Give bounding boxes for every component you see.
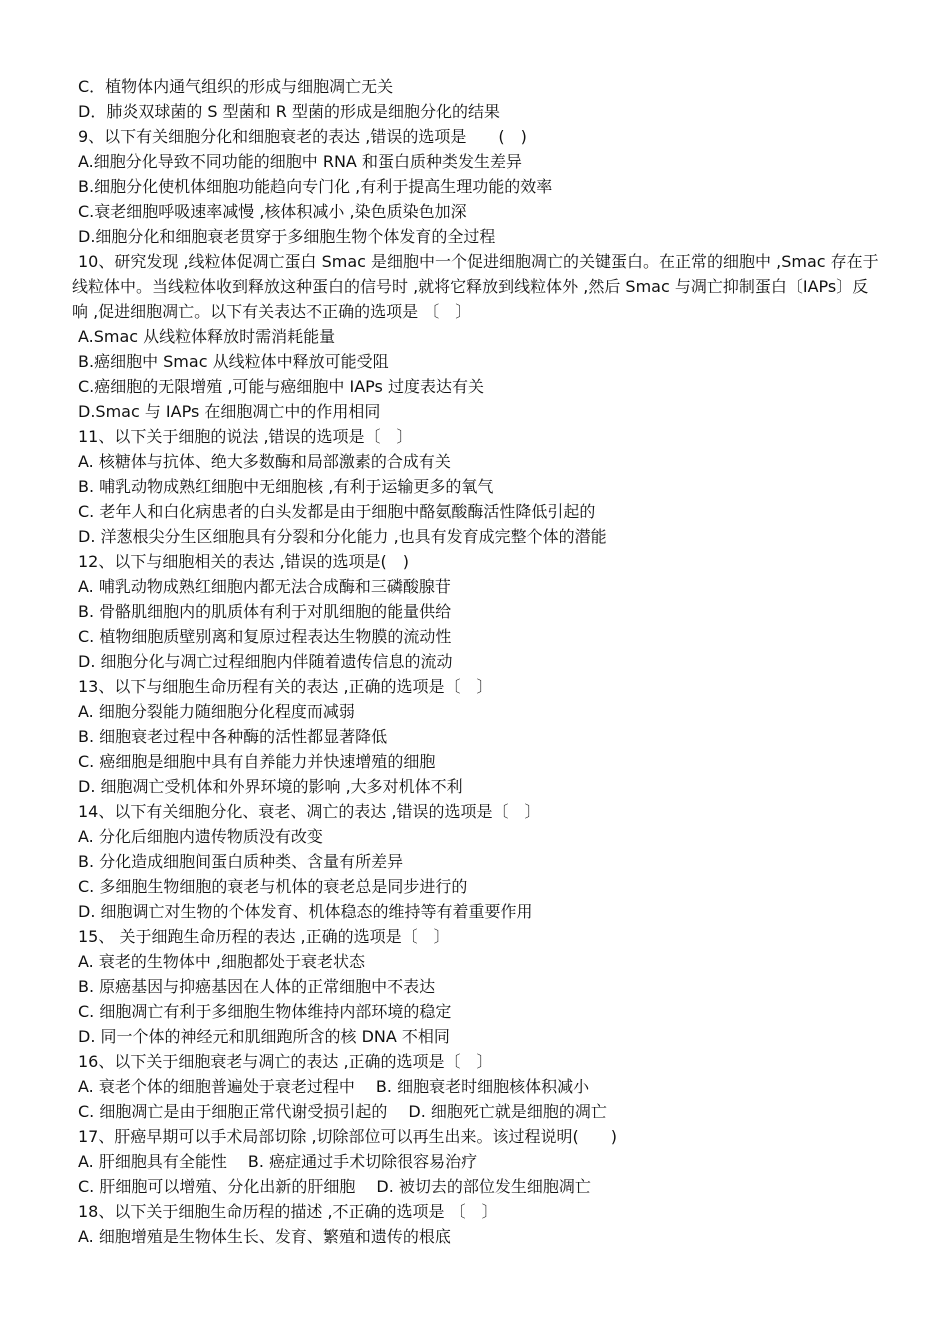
question-15-option-c: C. 细胞凋亡有利于多细胞生物体维持内部环境的稳定 [78, 1002, 452, 1021]
question-17-options-cd: C. 肝细胞可以增殖、分化出新的肝细胞 D. 被切去的部位发生细胞凋亡 [78, 1177, 591, 1196]
question-16-options-ab: A. 衰老个体的细胞普遍处于衰老过程中 B. 细胞衰老时细胞核体积减小 [78, 1077, 590, 1096]
question-9: 9、以下有关细胞分化和细胞衰老的表达 ,错误的选项是 ( ) [78, 127, 527, 146]
question-18: 18、以下关于细胞生命历程的描述 ,不正确的选项是 〔 〕 [78, 1202, 498, 1221]
question-11-option-b: B. 哺乳动物成熟红细胞中无细胞核 ,有利于运输更多的氧气 [78, 477, 494, 496]
question-14-option-d: D. 细胞调亡对生物的个体发育、机体稳态的维持等有着重要作用 [78, 902, 533, 921]
question-15-option-d: D. 同一个体的神经元和肌细跑所含的核 DNA 不相同 [78, 1027, 450, 1046]
question-10: 10、研究发现 ,线粒体促凋亡蛋白 Smac 是细胞中一个促进细胞凋亡的关键蛋白。在正常的细胞中 ,Smac 存在于线粒体中。当线粒体收到释放这种蛋白的信号时 ,就将它释放到线粒体外 ,然后 Smac 与凋亡抑制蛋白〔IAPs〕反响 ,促进细胞凋亡。以下有关表达不正确的选项是 〔 〕 [72, 252, 879, 321]
question-13-option-b: B. 细胞衰老过程中各种酶的活性都显著降低 [78, 727, 388, 746]
question-9-option-b: B.细胞分化使机体细胞功能趋向专门化 ,有利于提高生理功能的效率 [78, 177, 553, 196]
question-15-option-b: B. 原癌基因与抑癌基因在人体的正常细胞中不表达 [78, 977, 436, 996]
question-9-option-c: C.衰老细胞呼吸速率减慢 ,核体积减小 ,染色质染色加深 [78, 202, 467, 221]
question-16: 16、以下关于细胞衰老与凋亡的表达 ,正确的选项是〔 〕 [78, 1052, 493, 1071]
question-12-option-c: C. 植物细胞质壁别离和复原过程表达生物膜的流动性 [78, 627, 452, 646]
question-14: 14、以下有关细胞分化、衰老、凋亡的表达 ,错误的选项是〔 〕 [78, 802, 541, 821]
question-13: 13、以下与细胞生命历程有关的表达 ,正确的选项是〔 〕 [78, 677, 493, 696]
question-11: 11、以下关于细胞的说法 ,错误的选项是〔 〕 [78, 427, 413, 446]
question-14-option-a: A. 分化后细胞内遗传物质没有改变 [78, 827, 323, 846]
question-12-option-b: B. 骨骼肌细胞内的肌质体有利于对肌细胞的能量供给 [78, 602, 452, 621]
question-12: 12、以下与细胞相关的表达 ,错误的选项是( ) [78, 552, 410, 571]
question-9-option-d: D.细胞分化和细胞衰老贯穿于多细胞生物个体发育的全过程 [78, 227, 496, 246]
question-12-option-a: A. 哺乳动物成熟红细胞内都无法合成酶和三磷酸腺苷 [78, 577, 451, 596]
option-c-line: C．植物体内通气组织的形成与细胞凋亡无关 [78, 77, 394, 96]
question-9-option-a: A.细胞分化导致不同功能的细胞中 RNA 和蛋白质种类发生差异 [78, 152, 522, 171]
question-10-option-c: C.癌细胞的无限增殖 ,可能与癌细胞中 IAPs 过度表达有关 [78, 377, 484, 396]
question-14-option-c: C. 多细胞生物细胞的衰老与机体的衰老总是同步进行的 [78, 877, 468, 896]
question-10-option-b: B.癌细胞中 Smac 从线粒体中释放可能受阻 [78, 352, 389, 371]
question-11-option-c: C. 老年人和白化病患者的白头发都是由于细胞中酪氨酸酶活性降低引起的 [78, 502, 596, 521]
question-17-options-ab: A. 肝细胞具有全能性 B. 癌症通过手术切除很容易治疗 [78, 1152, 478, 1171]
option-d-line: D．肺炎双球菌的 S 型菌和 R 型菌的形成是细胞分化的结果 [78, 102, 500, 121]
question-17: 17、肝癌早期可以手术局部切除 ,切除部位可以再生出来。该过程说明( ) [78, 1127, 618, 1146]
question-11-option-a: A. 核糖体与抗体、绝大多数酶和局部激素的合成有关 [78, 452, 451, 471]
question-10-option-d: D.Smac 与 IAPs 在细胞凋亡中的作用相同 [78, 402, 381, 421]
question-13-option-a: A. 细胞分裂能力随细胞分化程度而减弱 [78, 702, 355, 721]
question-18-option-a: A. 细胞增殖是生物体生长、发育、繁殖和遗传的根底 [78, 1227, 451, 1246]
document-page [0, 74, 950, 1249]
question-16-options-cd: C. 细胞凋亡是由于细胞正常代谢受损引起的 D. 细胞死亡就是细胞的凋亡 [78, 1102, 607, 1121]
question-14-option-b: B. 分化造成细胞间蛋白质种类、含量有所差异 [78, 852, 404, 871]
question-11-option-d: D. 洋葱根尖分生区细胞具有分裂和分化能力 ,也具有发育成完整个体的潜能 [78, 527, 607, 546]
question-15: 15、 关于细跑生命历程的表达 ,正确的选项是〔 〕 [78, 927, 450, 946]
question-13-option-d: D. 细胞凋亡受机体和外界环境的影响 ,大多对机体不利 [78, 777, 463, 796]
question-12-option-d: D. 细胞分化与凋亡过程细胞内伴随着遗传信息的流动 [78, 652, 453, 671]
question-13-option-c: C. 癌细胞是细胞中具有自养能力并快速增殖的细胞 [78, 752, 436, 771]
question-15-option-a: A. 衰老的生物体中 ,细胞都处于衰老状态 [78, 952, 366, 971]
question-10-option-a: A.Smac 从线粒体释放时需消耗能量 [78, 327, 336, 346]
